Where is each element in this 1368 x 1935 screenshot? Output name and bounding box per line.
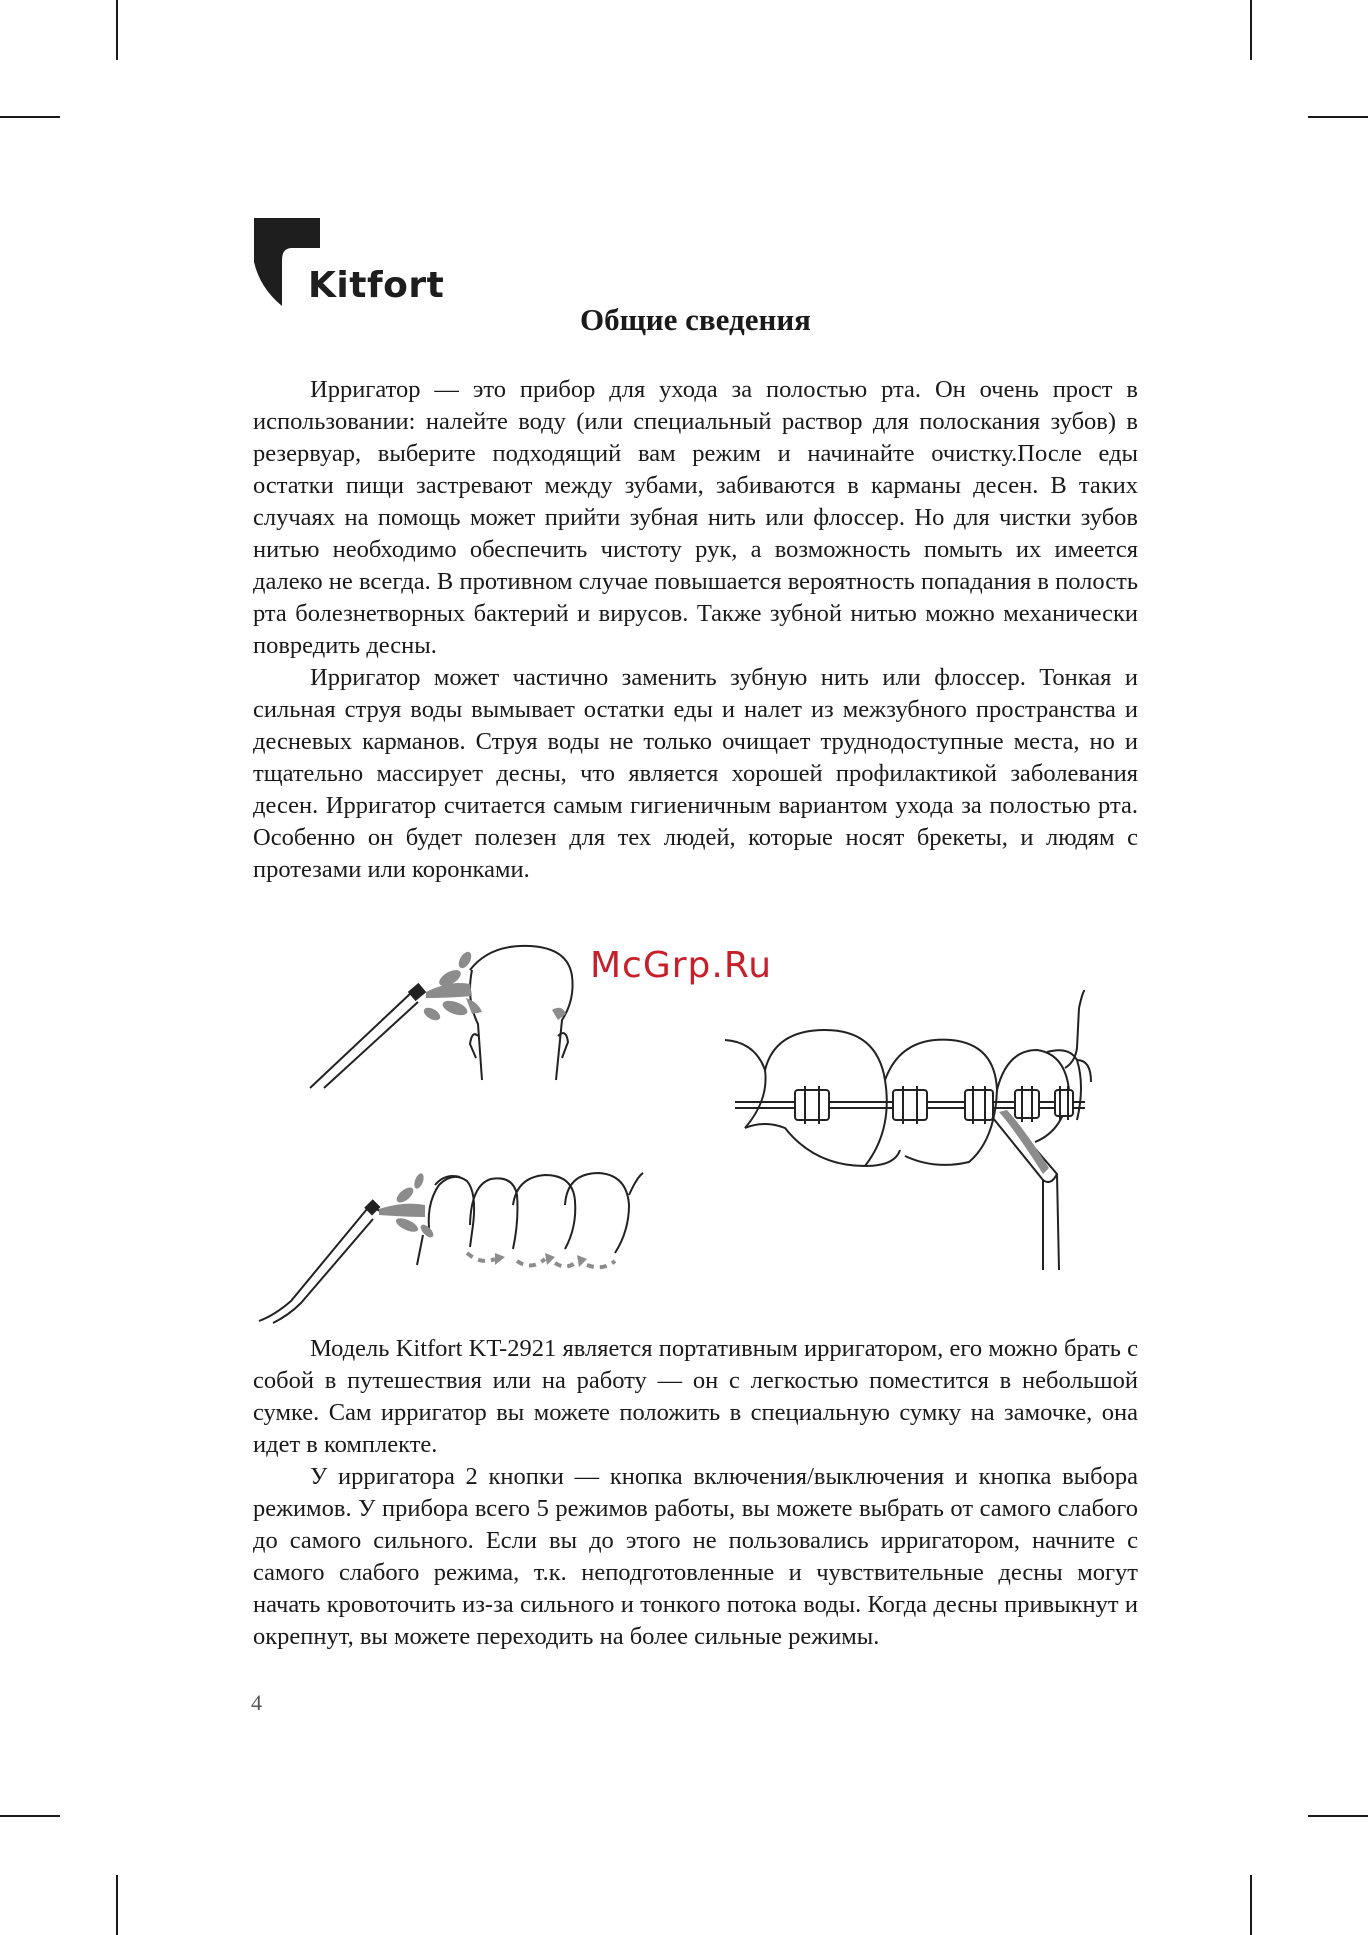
watermark: McGrp.Ru <box>590 945 773 986</box>
paragraph: Модель Kitfort KT-2921 является портативным ирригатором, его можно брать с собой в путешествия или на работу — он с легкостью поместится в небольшой сумке. Сам ирригатор вы можете положить в специальную сумку на замочке, она идет в комплекте. <box>253 1335 1138 1458</box>
crop-mark <box>1308 1815 1368 1817</box>
teeth-row-illustration <box>255 1165 645 1325</box>
page-number: 4 <box>251 1690 262 1715</box>
intro-text <box>253 374 1138 886</box>
crop-mark <box>116 0 118 60</box>
paragraph: Ирригатор может частично заменить зубную нить или флоссер. Тонкая и сильная струя воды вымывает остатки еды и налет из межзубного пространства и десневых карманов. Струя воды не только очищает труднодоступные места, но и тщательно массирует десны, что является хорошей профилактикой заболевания десен. Ирригатор считается самым гигиеничным вариантом ухода за полостью рта. Особенно он будет полезен для тех людей, которые носят брекеты, и людям с протезами или коронками. <box>253 664 1138 883</box>
crop-mark <box>1250 0 1252 60</box>
braces-illustration <box>725 990 1095 1270</box>
page-title: Общие сведения <box>580 302 811 337</box>
brand-logo <box>252 218 445 310</box>
crop-mark <box>0 1815 60 1817</box>
crop-mark <box>116 1875 118 1935</box>
crop-mark <box>0 116 60 118</box>
paragraph: У ирригатора 2 кнопки — кнопка включения/выключения и кнопка выбора режимов. У прибора всего 5 режимов работы, вы можете выбрать от самого слабого до самого сильного. Если вы до этого не пользовались ирригатором, начните с самого слабого режима, т.к. неподготовленные и чувствительные десны могут начать кровоточить из-за сильного и тонкого потока воды. Когда десны привыкнут и окрепнут, вы можете переходить на более сильные режимы. <box>253 1463 1138 1650</box>
crop-mark <box>1250 1875 1252 1935</box>
paragraph: Ирригатор — это прибор для ухода за полостью рта. Он очень прост в использовании: налейте воду (или специальный раствор для полоскания зубов) в резервуар, выберите подходящий вам режим и начинайте очистку.После еды остатки пищи застревают между зубами, забиваются в карманы десен. В таких случаях на помощь может прийти зубная нить или флоссер. Но для чистки зубов нитью необходимо обеспечить чистоту рук, а возможность помыть их имеется далеко не всегда. В противном случае повышается вероятность попадания в полость рта болезнетворных бактерий и вирусов. Также зубной нитью можно механически повредить десны. <box>253 376 1138 659</box>
crop-mark <box>1308 116 1368 118</box>
tooth-irrigation-illustration <box>300 940 590 1090</box>
product-description <box>253 1333 1138 1653</box>
brand-name: Kitfort <box>308 265 445 306</box>
